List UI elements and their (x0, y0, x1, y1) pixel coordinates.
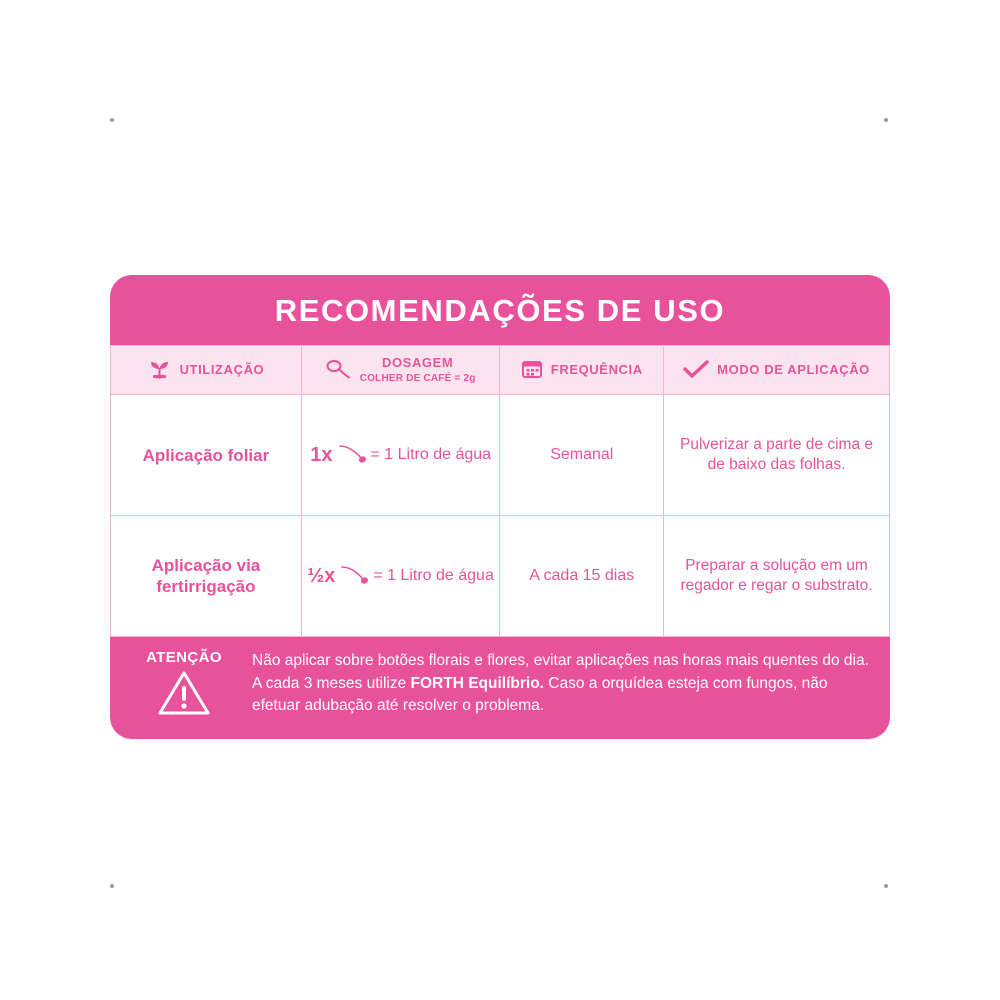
registration-dot-top-right (884, 118, 888, 122)
cell-utilizacao-2: Aplicação via fertirrigação (111, 516, 302, 637)
spoon-glyph-icon (337, 442, 367, 469)
dosagem-quantidade-2: ½x (307, 564, 336, 587)
attention-left (128, 649, 240, 721)
header-dosagem (301, 346, 500, 395)
seedling-icon (148, 359, 172, 382)
attention-text-bold: FORTH Equilíbrio. (410, 674, 544, 692)
cell-dosagem-2 (301, 516, 500, 637)
dosagem-texto-2: = 1 Litro de água (373, 567, 494, 585)
warning-triangle-icon (158, 670, 210, 721)
check-icon (683, 359, 709, 382)
registration-dot-top-left (110, 118, 114, 122)
header-modo (664, 346, 890, 395)
attention-text-part2: Caso a orquídea esteja com fungos, não efetuar adubação até resolver o problema. (252, 674, 828, 715)
registration-dot-bottom-right (884, 884, 888, 888)
dosagem-texto-1: = 1 Litro de água (370, 446, 492, 464)
attention-text-part1: Não aplicar sobre botões florais e flores, evitar aplicações nas horas mais quentes do dia. A cada 3 meses utilize (252, 652, 869, 692)
cell-modo-2: Preparar a solução em um regador e regar o substrato. (664, 516, 890, 637)
header-frequencia-label: FREQUÊNCIA (550, 361, 643, 377)
attention-title: ATENÇÃO (146, 649, 222, 667)
spoon-icon (326, 359, 352, 382)
registration-dot-bottom-left (110, 884, 114, 888)
header-dosagem-label: DOSAGEM COLHER DE CAFÉ = 2g (359, 355, 476, 384)
header-dosagem-sub: COLHER DE CAFÉ = 2g (359, 372, 476, 384)
cell-dosagem-1 (301, 395, 500, 516)
cell-modo-1: Pulverizar a parte de cima e de baixo das folhas. (664, 395, 890, 516)
recommendations-card (110, 275, 890, 739)
calendar-icon (521, 359, 543, 382)
dosagem-quantidade-1: 1x (310, 443, 333, 466)
usage-table (110, 345, 890, 637)
cell-frequencia-2: A cada 15 dias (500, 516, 664, 637)
header-modo-label: MODO DE APLICAÇÃO (717, 361, 870, 377)
header-utilizacao (111, 346, 302, 395)
spoon-glyph-icon (339, 563, 369, 590)
card-title: RECOMENDAÇÕES DE USO (274, 293, 726, 328)
cell-frequencia-1: Semanal (500, 395, 664, 516)
attention-text (252, 649, 872, 717)
header-frequencia (500, 346, 664, 395)
table-row (111, 395, 890, 516)
header-utilizacao-label: UTILIZAÇÃO (179, 361, 265, 377)
table-row (111, 516, 890, 637)
attention-block (110, 637, 890, 739)
cell-utilizacao-1: Aplicação foliar (111, 395, 302, 516)
table-header-row (111, 346, 890, 395)
